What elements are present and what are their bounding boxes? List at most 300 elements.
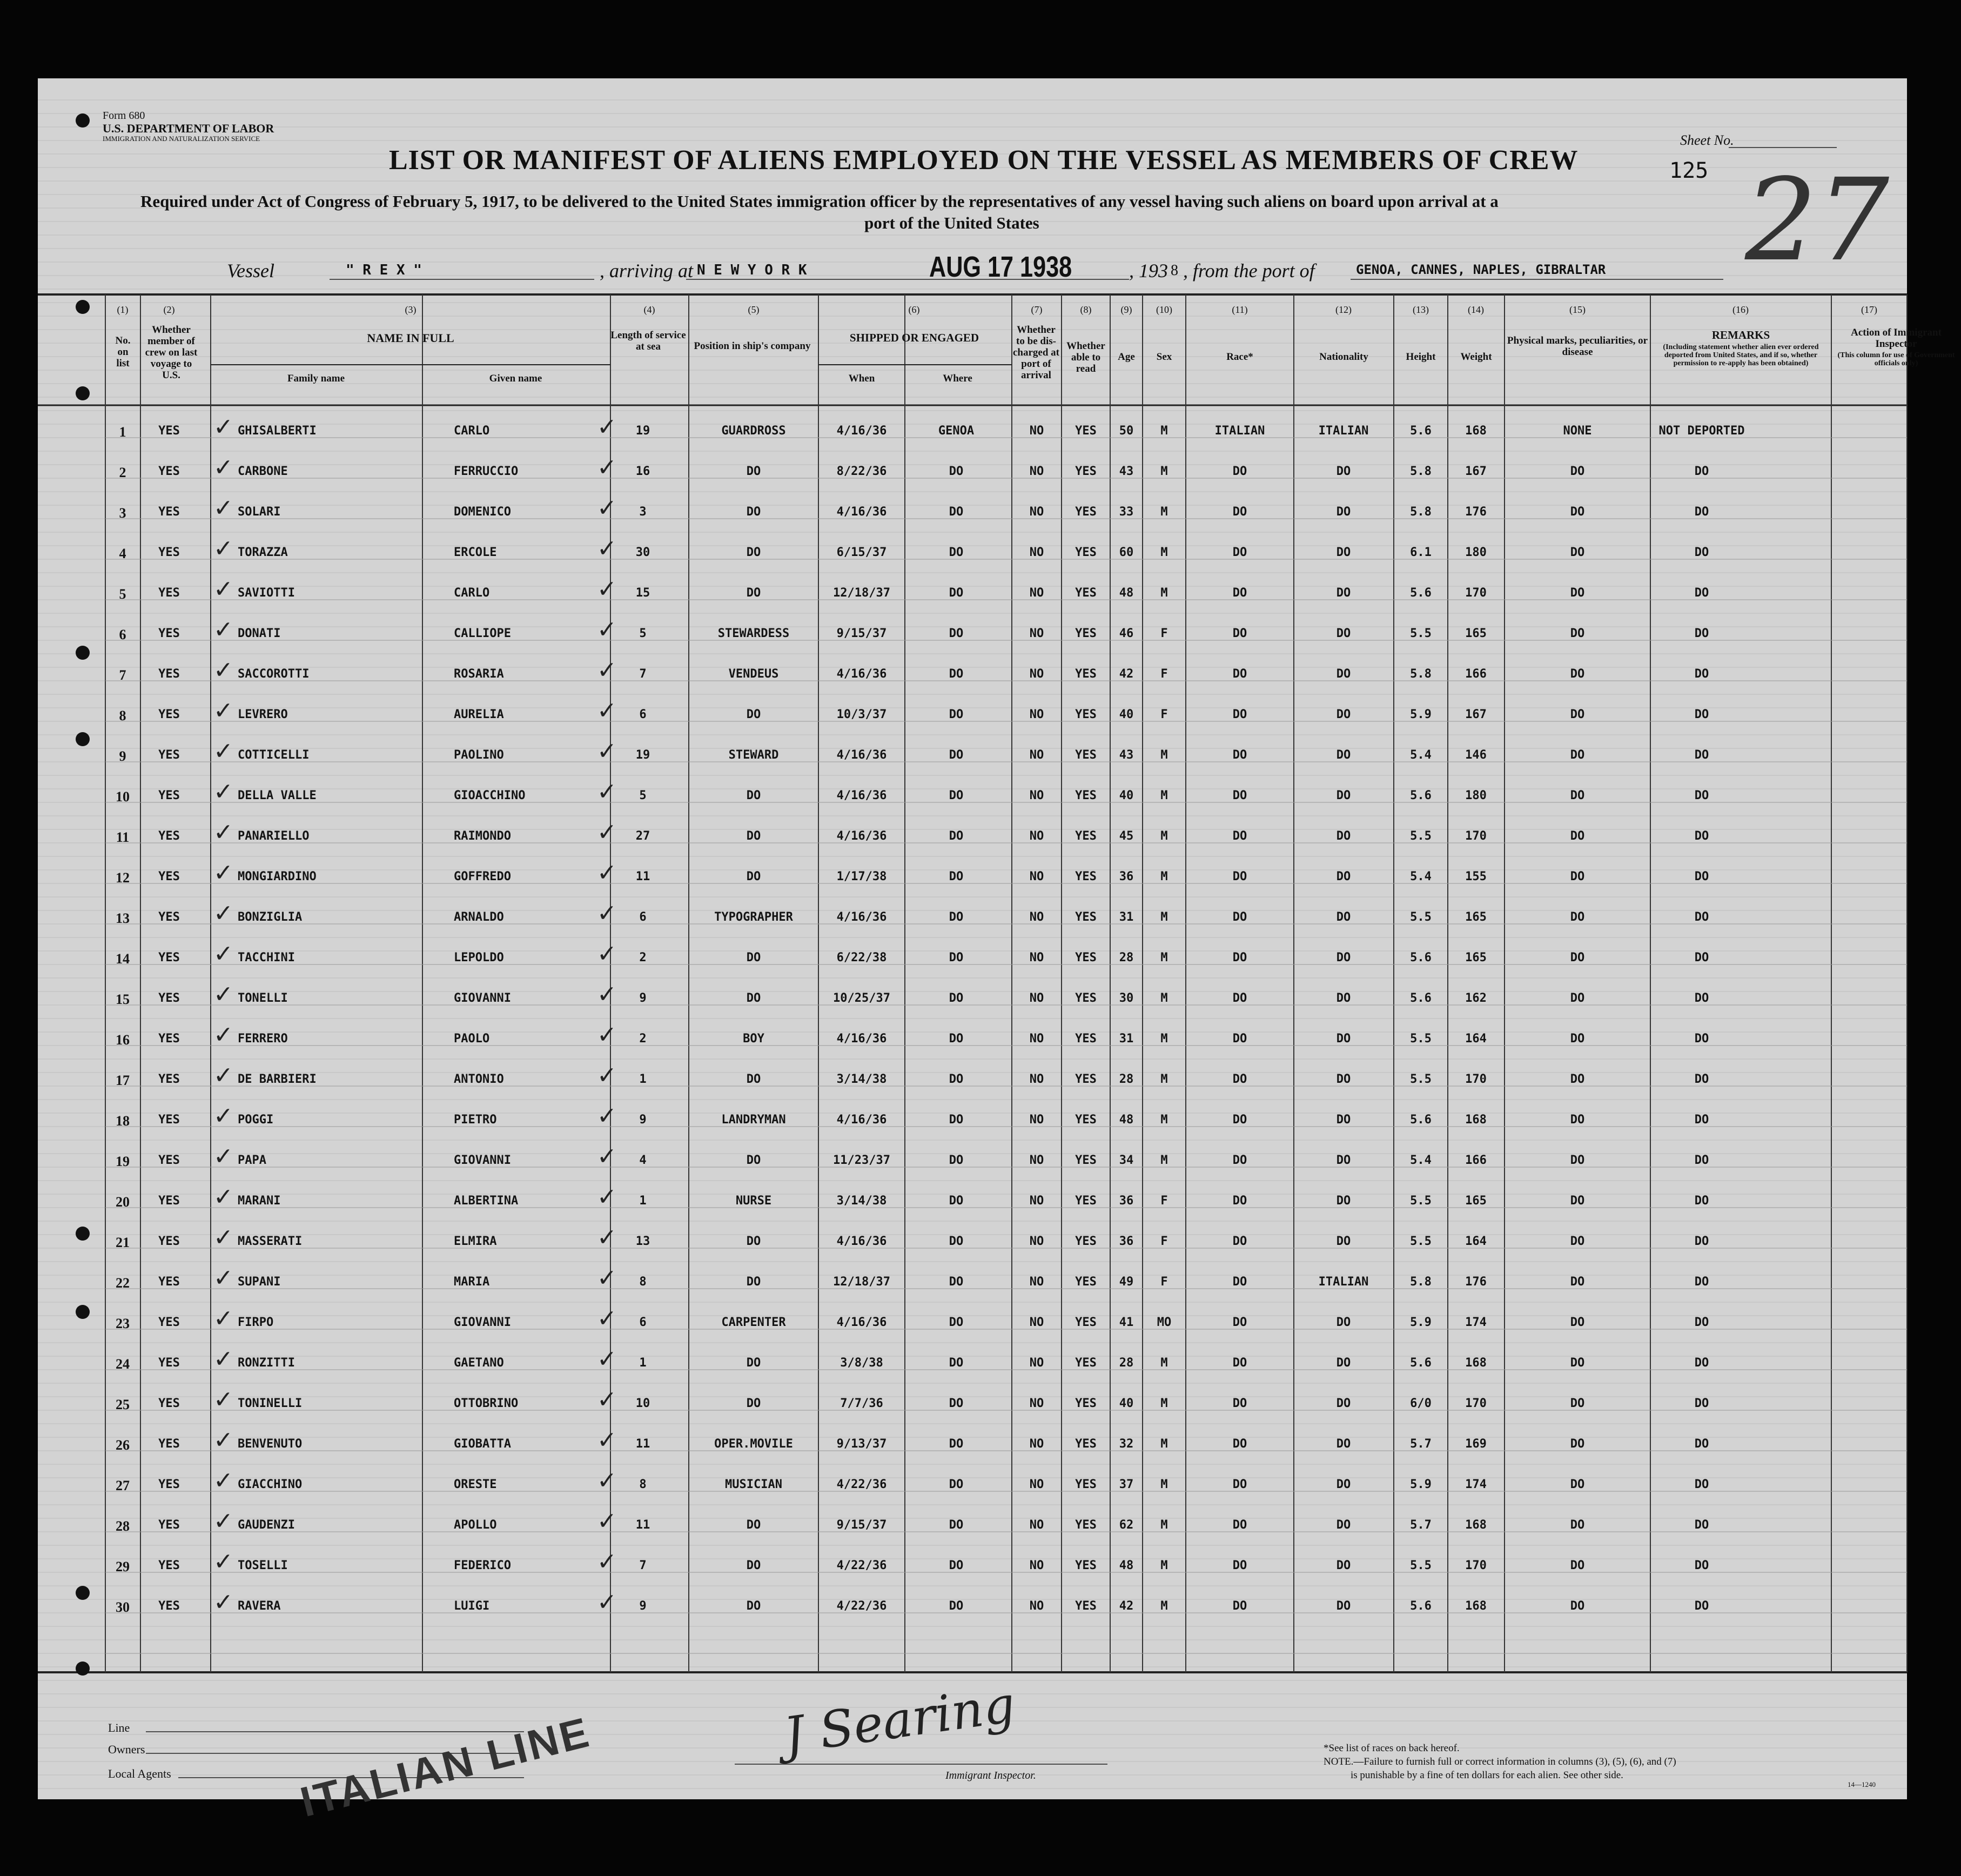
race: DO — [1232, 1599, 1247, 1613]
nationality: DO — [1336, 1235, 1351, 1248]
age: 36 — [1119, 1235, 1134, 1248]
column-number: (12) — [1335, 304, 1352, 315]
check-mark-icon: ✓ — [213, 535, 233, 562]
able-to-read: YES — [1075, 1559, 1097, 1572]
service-years: 7 — [639, 1559, 647, 1572]
page-title: LIST OR MANIFEST OF ALIENS EMPLOYED ON THE VESSEL AS MEMBERS OF CREW — [389, 145, 1579, 176]
nationality: DO — [1336, 1073, 1351, 1086]
service-years: 11 — [635, 1437, 650, 1451]
given-name: CARLO — [454, 586, 490, 600]
position: DO — [746, 991, 761, 1005]
physical-marks: DO — [1570, 1032, 1585, 1046]
height: 5.6 — [1410, 424, 1432, 438]
position: DO — [746, 465, 761, 478]
race: DO — [1232, 505, 1247, 519]
column-number: (7) — [1031, 304, 1043, 315]
service-years: 13 — [635, 1235, 650, 1248]
height: 5.6 — [1410, 1113, 1432, 1127]
col-remarks-note: (Including statement whether alien ever ordered deported from United States, and if so, whether permission to re-apply has been obtained) — [1663, 343, 1819, 367]
row-number: 29 — [116, 1559, 130, 1574]
position: DO — [746, 1518, 761, 1532]
col-shipped-header: SHIPPED OR ENGAGED — [849, 331, 979, 344]
check-mark-icon: ✓ — [597, 1426, 617, 1454]
nationality: DO — [1336, 910, 1351, 924]
height: 5.9 — [1410, 1478, 1432, 1491]
age: 50 — [1119, 424, 1134, 438]
check-mark-icon: ✓ — [597, 1062, 617, 1089]
sheet-no-label: Sheet No. — [1680, 132, 1734, 148]
race: DO — [1232, 1437, 1247, 1451]
given-name: PIETRO — [454, 1113, 497, 1127]
position: DO — [746, 870, 761, 883]
physical-marks: DO — [1570, 667, 1585, 681]
able-to-read: YES — [1075, 1437, 1097, 1451]
physical-marks: DO — [1570, 951, 1585, 964]
able-to-read: YES — [1075, 465, 1097, 478]
age: 48 — [1119, 1559, 1134, 1572]
check-mark-icon: ✓ — [213, 575, 233, 603]
prev-voyage: YES — [158, 1397, 180, 1410]
service-years: 9 — [639, 991, 647, 1005]
remarks: DO — [1694, 951, 1709, 964]
column-number: (4) — [643, 304, 655, 315]
check-mark-icon: ✓ — [597, 1224, 617, 1251]
able-to-read: YES — [1075, 1316, 1097, 1329]
weight: 180 — [1465, 789, 1487, 802]
sex: M — [1160, 1478, 1168, 1491]
prev-voyage: YES — [158, 951, 180, 964]
weight: 170 — [1465, 586, 1487, 600]
row-number: 19 — [116, 1154, 130, 1169]
race: DO — [1232, 1275, 1247, 1289]
sex: MO — [1157, 1316, 1172, 1329]
check-mark-icon: ✓ — [213, 1264, 233, 1292]
family-name: PANARIELLO — [238, 829, 310, 843]
nationality: DO — [1336, 1154, 1351, 1167]
sex: F — [1160, 1275, 1168, 1289]
able-to-read: YES — [1075, 1235, 1097, 1248]
given-name: GIOVANNI — [454, 1316, 511, 1329]
vessel-name: " R E X " — [346, 262, 422, 278]
nationality: DO — [1336, 1559, 1351, 1572]
sheet-no-value: 125 — [1669, 158, 1709, 183]
able-to-read: YES — [1075, 748, 1097, 762]
remarks: DO — [1694, 1275, 1709, 1289]
race: DO — [1232, 829, 1247, 843]
col-position-header: Position in ship's company — [694, 340, 811, 352]
departure-ports: GENOA, CANNES, NAPLES, GIBRALTAR — [1356, 262, 1606, 277]
discharged: NO — [1029, 991, 1044, 1005]
height: 5.5 — [1410, 1559, 1432, 1572]
weight: 170 — [1465, 829, 1487, 843]
col-sex-header: Sex — [1156, 351, 1172, 363]
physical-marks: DO — [1570, 748, 1585, 762]
discharged: NO — [1029, 505, 1044, 519]
shipped-where: DO — [949, 748, 964, 762]
service-years: 7 — [639, 667, 647, 681]
given-name: GIOBATTA — [454, 1437, 511, 1451]
weight: 146 — [1465, 748, 1487, 762]
col-when-header: When — [848, 373, 875, 384]
given-name: PAOLO — [454, 1032, 490, 1046]
check-mark-icon: ✓ — [213, 981, 233, 1008]
shipped-where: DO — [949, 789, 964, 802]
note-line2: is punishable by a fine of ten dollars for each alien. See other side. — [1351, 1770, 1623, 1781]
race: DO — [1232, 1194, 1247, 1208]
position: DO — [746, 505, 761, 519]
shipped-when: 12/18/37 — [833, 586, 890, 600]
shipped-where: DO — [949, 1194, 964, 1208]
race: DO — [1232, 586, 1247, 600]
prev-voyage: YES — [158, 1275, 180, 1289]
col-weight-header: Weight — [1460, 351, 1492, 363]
physical-marks: DO — [1570, 586, 1585, 600]
family-name: GIACCHINO — [238, 1478, 303, 1491]
row-number: 9 — [119, 748, 126, 764]
sex: M — [1160, 1154, 1168, 1167]
nationality: DO — [1336, 1478, 1351, 1491]
position: OPER.MOVILE — [714, 1437, 793, 1451]
col-family-name-header: Family name — [287, 373, 345, 384]
race: DO — [1232, 870, 1247, 883]
height: 5.5 — [1410, 829, 1432, 843]
sex: M — [1160, 1397, 1168, 1410]
check-mark-icon: ✓ — [213, 859, 233, 887]
sex: M — [1160, 910, 1168, 924]
weight: 168 — [1465, 424, 1487, 438]
weight: 180 — [1465, 546, 1487, 559]
discharged: NO — [1029, 748, 1044, 762]
shipped-where: DO — [949, 1559, 964, 1572]
check-mark-icon: ✓ — [213, 1589, 233, 1616]
col-where-header: Where — [943, 373, 972, 384]
remarks: DO — [1694, 1356, 1709, 1370]
age: 30 — [1119, 991, 1134, 1005]
remarks: DO — [1694, 505, 1709, 519]
shipped-where: DO — [949, 910, 964, 924]
row-number: 23 — [116, 1316, 130, 1331]
check-mark-icon: ✓ — [213, 494, 233, 522]
age: 42 — [1119, 1599, 1134, 1613]
sex: M — [1160, 951, 1168, 964]
col-age-header: Age — [1118, 351, 1135, 363]
service-years: 16 — [635, 465, 650, 478]
col-action-note: (This column for use of Government officials only) — [1837, 351, 1955, 367]
service-years: 6 — [639, 910, 647, 924]
sex: M — [1160, 424, 1168, 438]
shipped-when: 9/15/37 — [836, 627, 887, 640]
given-name: ERCOLE — [454, 546, 497, 559]
nationality: DO — [1336, 1356, 1351, 1370]
race: DO — [1232, 1073, 1247, 1086]
shipped-when: 10/3/37 — [836, 708, 887, 721]
given-name: GAETANO — [454, 1356, 504, 1370]
shipped-when: 4/16/36 — [836, 1235, 887, 1248]
family-name: GHISALBERTI — [238, 424, 317, 438]
position: DO — [746, 789, 761, 802]
height: 5.6 — [1410, 1356, 1432, 1370]
physical-marks: DO — [1570, 1478, 1585, 1491]
remarks: DO — [1694, 1073, 1709, 1086]
position: BOY — [743, 1032, 764, 1046]
given-name: CARLO — [454, 424, 490, 438]
weight: 155 — [1465, 870, 1487, 883]
sex: M — [1160, 789, 1168, 802]
age: 42 — [1119, 667, 1134, 681]
column-number: (13) — [1413, 304, 1429, 315]
remarks: DO — [1694, 1518, 1709, 1532]
discharged: NO — [1029, 667, 1044, 681]
position: STEWARDESS — [717, 627, 790, 640]
age: 36 — [1119, 1194, 1134, 1208]
physical-marks: DO — [1570, 910, 1585, 924]
shipped-when: 4/16/36 — [836, 505, 887, 519]
physical-marks: DO — [1570, 1559, 1585, 1572]
able-to-read: YES — [1075, 1518, 1097, 1532]
binder-hole — [76, 1586, 90, 1600]
prev-voyage: YES — [158, 627, 180, 640]
height: 5.6 — [1410, 951, 1432, 964]
given-name: ROSARIA — [454, 667, 504, 681]
age: 40 — [1119, 1397, 1134, 1410]
remarks: DO — [1694, 870, 1709, 883]
remarks: DO — [1694, 1559, 1709, 1572]
physical-marks: DO — [1570, 505, 1585, 519]
physical-marks: DO — [1570, 708, 1585, 721]
year-label: , 193 — [1129, 260, 1168, 282]
nationality: DO — [1336, 1113, 1351, 1127]
able-to-read: YES — [1075, 1397, 1097, 1410]
check-mark-icon: ✓ — [213, 738, 233, 765]
family-name: FIRPO — [238, 1316, 274, 1329]
shipped-where: DO — [949, 951, 964, 964]
physical-marks: DO — [1570, 1397, 1585, 1410]
discharged: NO — [1029, 586, 1044, 600]
height: 5.8 — [1410, 667, 1432, 681]
remarks: DO — [1694, 1397, 1709, 1410]
height: 5.5 — [1410, 627, 1432, 640]
manifest-sheet — [38, 78, 1955, 1826]
shipped-where: DO — [949, 1518, 964, 1532]
remarks: DO — [1694, 1154, 1709, 1167]
age: 41 — [1119, 1316, 1134, 1329]
able-to-read: YES — [1075, 1073, 1097, 1086]
height: 5.5 — [1410, 1235, 1432, 1248]
race: DO — [1232, 1518, 1247, 1532]
check-mark-icon: ✓ — [597, 1345, 617, 1373]
physical-marks: DO — [1570, 1316, 1585, 1329]
footer-owners-label: Owners — [108, 1743, 145, 1756]
check-mark-icon: ✓ — [213, 778, 233, 806]
sex: F — [1160, 708, 1168, 721]
weight: 170 — [1465, 1073, 1487, 1086]
service-years: 9 — [639, 1599, 647, 1613]
weight: 170 — [1465, 1559, 1487, 1572]
given-name: ARNALDO — [454, 910, 504, 924]
shipped-where: DO — [949, 1478, 964, 1491]
check-mark-icon: ✓ — [213, 1426, 233, 1454]
remarks: DO — [1694, 1437, 1709, 1451]
discharged: NO — [1029, 870, 1044, 883]
sex: M — [1160, 748, 1168, 762]
shipped-when: 4/16/36 — [836, 910, 887, 924]
col-given-name-header: Given name — [489, 373, 542, 384]
service-years: 9 — [639, 1113, 647, 1127]
prev-voyage: YES — [158, 1235, 180, 1248]
prev-voyage: YES — [158, 505, 180, 519]
shipped-when: 9/15/37 — [836, 1518, 887, 1532]
prev-voyage: YES — [158, 586, 180, 600]
check-mark-icon: ✓ — [597, 1021, 617, 1049]
shipped-when: 9/13/37 — [836, 1437, 887, 1451]
service-years: 8 — [639, 1478, 647, 1491]
physical-marks: DO — [1570, 1518, 1585, 1532]
position: GUARDROSS — [721, 424, 786, 438]
nationality: DO — [1336, 991, 1351, 1005]
service-label: IMMIGRATION AND NATURALIZATION SERVICE — [103, 135, 260, 143]
subtitle-line2: port of the United States — [864, 213, 1039, 232]
nationality: ITALIAN — [1318, 424, 1369, 438]
check-mark-icon: ✓ — [597, 413, 617, 441]
service-years: 10 — [635, 1397, 650, 1410]
weight: 165 — [1465, 951, 1487, 964]
col-height-header: Height — [1406, 351, 1436, 363]
nationality: DO — [1336, 465, 1351, 478]
position: DO — [746, 1356, 761, 1370]
height: 5.4 — [1410, 748, 1432, 762]
sex: M — [1160, 1356, 1168, 1370]
weight: 168 — [1465, 1356, 1487, 1370]
given-name: RAIMONDO — [454, 829, 511, 843]
race: DO — [1232, 910, 1247, 924]
family-name: RONZITTI — [238, 1356, 295, 1370]
able-to-read: YES — [1075, 910, 1097, 924]
age: 48 — [1119, 1113, 1134, 1127]
row-number: 5 — [119, 586, 126, 602]
shipped-when: 4/16/36 — [836, 1316, 887, 1329]
column-number: (3) — [405, 304, 417, 315]
shipped-where: DO — [949, 1397, 964, 1410]
discharged: NO — [1029, 1113, 1044, 1127]
col-nationality-header: Nationality — [1319, 351, 1368, 363]
given-name: GIOVANNI — [454, 1154, 511, 1167]
prev-voyage: YES — [158, 1194, 180, 1208]
race: DO — [1232, 1559, 1247, 1572]
sex: M — [1160, 586, 1168, 600]
height: 5.8 — [1410, 465, 1432, 478]
age: 32 — [1119, 1437, 1134, 1451]
weight: 164 — [1465, 1032, 1487, 1046]
footer-agents-label: Local Agents — [108, 1767, 171, 1780]
physical-marks: DO — [1570, 465, 1585, 478]
col-action-header: Action of Immigrant Inspector — [1851, 327, 1942, 350]
race: DO — [1232, 1235, 1247, 1248]
age: 33 — [1119, 505, 1134, 519]
race: DO — [1232, 991, 1247, 1005]
sex: M — [1160, 1518, 1168, 1532]
height: 5.7 — [1410, 1437, 1432, 1451]
nationality: DO — [1336, 748, 1351, 762]
family-name: POGGI — [238, 1113, 274, 1127]
race: DO — [1232, 465, 1247, 478]
column-number: (16) — [1732, 304, 1749, 315]
check-mark-icon: ✓ — [213, 940, 233, 968]
italian-line-stamp: ITALIAN LINE — [296, 1707, 595, 1826]
position: DO — [746, 1073, 761, 1086]
row-number: 3 — [119, 505, 126, 521]
prev-voyage: YES — [158, 1113, 180, 1127]
service-years: 27 — [635, 829, 650, 843]
shipped-where: DO — [949, 465, 964, 478]
check-mark-icon: ✓ — [597, 900, 617, 927]
nationality: DO — [1336, 586, 1351, 600]
service-years: 5 — [639, 789, 647, 802]
position: DO — [746, 1559, 761, 1572]
col-no-header: No. on list — [115, 335, 131, 369]
nationality: DO — [1336, 708, 1351, 721]
prev-voyage: YES — [158, 748, 180, 762]
nationality: DO — [1336, 1194, 1351, 1208]
position: DO — [746, 708, 761, 721]
height: 6.1 — [1410, 546, 1432, 559]
position: DO — [746, 1275, 761, 1289]
family-name: FERRERO — [238, 1032, 288, 1046]
position: MUSICIAN — [725, 1478, 782, 1491]
weight: 167 — [1465, 465, 1487, 478]
physical-marks: DO — [1570, 1235, 1585, 1248]
race: DO — [1232, 951, 1247, 964]
family-name: DELLA VALLE — [238, 789, 317, 802]
nationality: DO — [1336, 546, 1351, 559]
discharged: NO — [1029, 465, 1044, 478]
inspector-label: Immigrant Inspector. — [945, 1770, 1036, 1781]
row-number: 24 — [116, 1356, 130, 1372]
age: 40 — [1119, 708, 1134, 721]
row-number: 7 — [119, 667, 126, 683]
remarks: DO — [1694, 546, 1709, 559]
shipped-when: 6/22/38 — [836, 951, 887, 964]
prev-voyage: YES — [158, 1356, 180, 1370]
race: DO — [1232, 1478, 1247, 1491]
row-number: 22 — [116, 1275, 130, 1291]
prev-voyage: YES — [158, 910, 180, 924]
able-to-read: YES — [1075, 505, 1097, 519]
shipped-when: 11/23/37 — [833, 1154, 890, 1167]
column-number: (5) — [748, 304, 760, 315]
remarks: DO — [1694, 1599, 1709, 1613]
family-name: TOSELLI — [238, 1559, 288, 1572]
position: TYPOGRAPHER — [714, 910, 793, 924]
remarks: DO — [1694, 1032, 1709, 1046]
weight: 167 — [1465, 708, 1487, 721]
shipped-when: 4/22/36 — [836, 1478, 887, 1491]
family-name: MARANI — [238, 1194, 281, 1208]
row-number: 21 — [116, 1235, 130, 1250]
row-number: 2 — [119, 465, 126, 480]
service-years: 11 — [635, 1518, 650, 1532]
shipped-when: 4/16/36 — [836, 829, 887, 843]
year-digit: 8 — [1171, 262, 1178, 279]
service-years: 3 — [639, 505, 647, 519]
discharged: NO — [1029, 1073, 1044, 1086]
age: 31 — [1119, 1032, 1134, 1046]
weight: 164 — [1465, 1235, 1487, 1248]
check-mark-icon: ✓ — [597, 859, 617, 887]
shipped-where: DO — [949, 1113, 964, 1127]
prev-voyage: YES — [158, 829, 180, 843]
sex: M — [1160, 1113, 1168, 1127]
race: ITALIAN — [1214, 424, 1265, 438]
